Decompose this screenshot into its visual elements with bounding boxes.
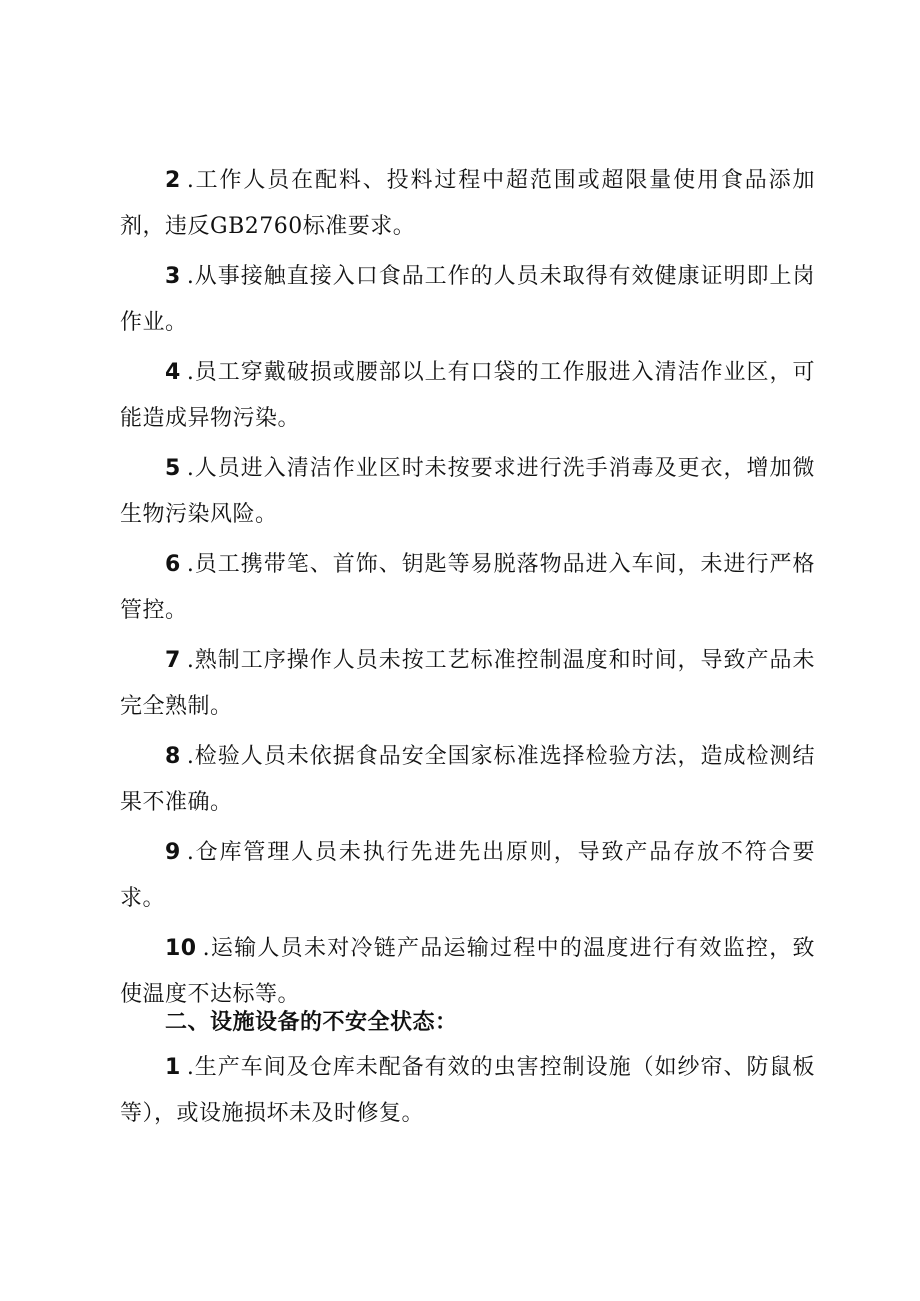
item-number: 7 <box>165 648 181 673</box>
item-number: 10 <box>165 936 197 961</box>
item-text: .生产车间及仓库未配备有效的虫害控制设施（如纱帘、防鼠板等），或设施损坏未及时修复。 <box>120 1055 815 1126</box>
section-list-item-1 <box>120 1045 815 1137</box>
list-item-2 <box>120 158 815 250</box>
item-text: .员工穿戴破损或腰部以上有口袋的工作服进入清洁作业区，可能造成异物污染。 <box>120 360 815 431</box>
list-item-4 <box>120 350 815 442</box>
item-number: 2 <box>165 168 181 193</box>
section-heading: 二、设施设备的不安全状态： <box>165 1010 458 1035</box>
item-text: .人员进入清洁作业区时未按要求进行洗手消毒及更衣，增加微生物污染风险。 <box>120 456 815 527</box>
list-item-5 <box>120 446 815 538</box>
item-number: 8 <box>165 744 181 769</box>
item-text: .员工携带笔、首饰、钥匙等易脱落物品进入车间，未进行严格管控。 <box>120 552 815 623</box>
item-text: .从事接触直接入口食品工作的人员未取得有效健康证明即上岗作业。 <box>120 264 815 335</box>
item-text: .工作人员在配料、投料过程中超范围或超限量使用食品添加剂，违反GB2760标准要求。 <box>120 168 815 239</box>
list-item-3 <box>120 254 815 346</box>
list-item-8 <box>120 734 815 826</box>
item-number: 9 <box>165 840 181 865</box>
item-number: 5 <box>165 456 181 481</box>
item-text: .仓库管理人员未执行先进先出原则，导致产品存放不符合要求。 <box>120 840 815 911</box>
list-item-6 <box>120 542 815 634</box>
list-item-7 <box>120 638 815 730</box>
item-text: .运输人员未对冷链产品运输过程中的温度进行有效监控，致使温度不达标等。 <box>120 936 815 1007</box>
item-number: 3 <box>165 264 181 289</box>
item-number: 1 <box>165 1055 181 1080</box>
item-number: 4 <box>165 360 181 385</box>
item-text: .检验人员未依据食品安全国家标准选择检验方法，造成检测结果不准确。 <box>120 744 815 815</box>
item-number: 6 <box>165 552 181 577</box>
item-text: .熟制工序操作人员未按工艺标准控制温度和时间，导致产品未完全熟制。 <box>120 648 815 719</box>
list-item-9 <box>120 830 815 922</box>
